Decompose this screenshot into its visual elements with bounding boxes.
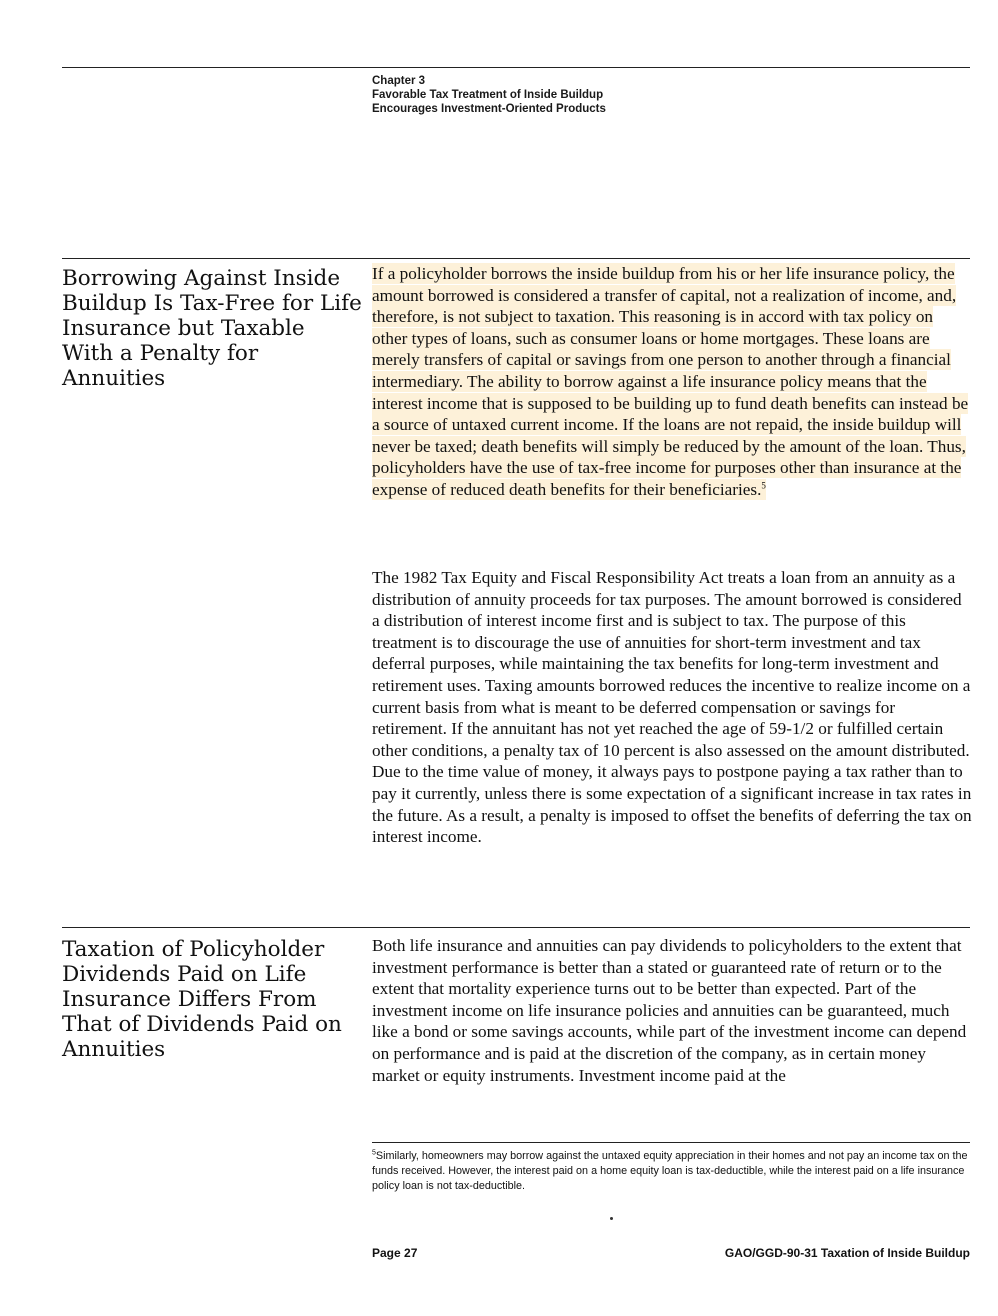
paragraph-borrowing-life-insurance xyxy=(372,263,972,501)
section-rule-borrowing xyxy=(62,258,970,259)
section-heading-dividends: Taxation of Policyholder Dividends Paid on Life Insurance Differs From That of Dividends Paid on Annuities xyxy=(62,937,342,1062)
header-rule xyxy=(62,67,970,68)
footnote-rule xyxy=(372,1142,970,1143)
paragraph-dividends: Both life insurance and annuities can pay dividends to policyholders to the extent that investment performance is better than a stated or guaranteed rate of return or to the extent that mortality experience turns out to be better than expected. Part of the investment income on life insurance policies and annuities can be guaranteed, much like a bond or some savings accounts, while part of the investment income can depend on performance and is paid at the discretion of the company, as in certain money market or equity instruments. Investment income paid at the xyxy=(372,936,967,1085)
page-number: Page 27 xyxy=(372,1246,418,1260)
section-heading-borrowing: Borrowing Against Inside Buildup Is Tax-Free for Life Insurance but Taxable With a Penalty for Annuities xyxy=(62,266,362,391)
section-rule-dividends xyxy=(62,927,970,928)
stray-mark xyxy=(610,1217,613,1220)
chapter-title-line-2: Encourages Investment-Oriented Products xyxy=(372,103,606,115)
footnote-reference[interactable]: 5 xyxy=(761,480,766,491)
paragraph-annuity-loans: The 1982 Tax Equity and Fiscal Responsibility Act treats a loan from an annuity as a distribution of annuity proceeds for tax purposes. The amount borrowed is considered a distribution of interest income first and is subject to tax. The purpose of this treatment is to discourage the use of annuities for short-term investment and tax deferral purposes, while maintaining the tax benefits for long-term investment and retirement uses. Taxing amounts borrowed reduces the incentive to realize income on a current basis from what is meant to be deferred compensation or savings for retirement. If the annuitant has not yet reached the age of 59-1/2 or fulfilled certain other conditions, a penalty tax of 10 percent is also assessed on the amount distributed. Due to the time value of money, it always pays to postpone paying a tax rather than to pay it currently, unless there is some expectation of a significant increase in tax rates in the future. As a result, a penalty is imposed to offset the benefits of deferring the tax on interest income. xyxy=(372,568,972,847)
footnote-number: 5 xyxy=(372,1149,376,1157)
footnote-text: Similarly, homeowners may borrow against the untaxed equity appreciation in their homes and not pay an income tax on the funds received. However, the interest paid on a home equity loan is tax-deductible, while the interest paid on a life insurance policy loan is not tax-deductible. xyxy=(372,1150,968,1192)
running-header xyxy=(372,74,606,116)
chapter-title-line-1: Favorable Tax Treatment of Inside Buildup xyxy=(372,89,604,101)
footnote xyxy=(372,1149,972,1194)
document-id: GAO/GGD-90-31 Taxation of Inside Buildup xyxy=(724,1246,970,1260)
highlighted-text: If a policyholder borrows the inside buildup from his or her life insurance policy, the amount borrowed is considered a transfer of capital, not a realization of income, and, therefore, is not subject to taxation. This reasoning is in accord with tax policy on other types of loans, such as consumer loans or home mortgages. These loans are merely transfers of capital or savings from one person to another through a financial intermediary. The ability to borrow against a life insurance policy means that the interest income that is supposed to be building up to fund death benefits can instead be a source of untaxed current income. If the loans are not repaid, the inside buildup will never be taxed; death benefits will simply be reduced by the amount of the loan. Thus, policyholders have the use of tax-free income for purposes other than insurance at the expense of reduced death benefits for their beneficiaries.$^5$ xyxy=(372,264,969,499)
chapter-label: Chapter 3 xyxy=(372,75,426,87)
